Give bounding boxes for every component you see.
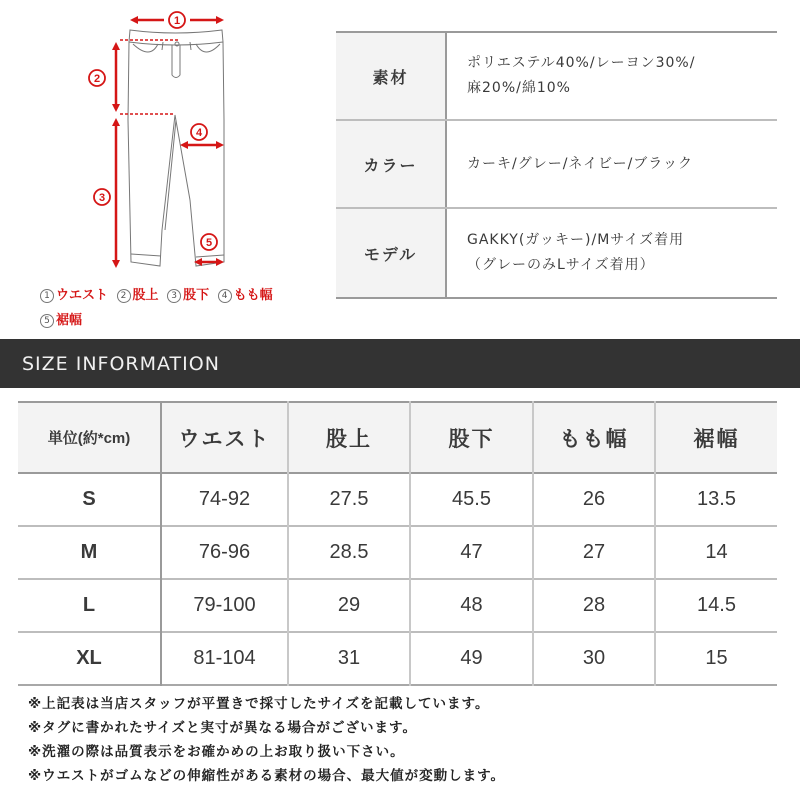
size-information-header [0, 339, 800, 388]
header-inseam: 股下 [410, 402, 533, 473]
legend-item-inseam: 3 股下 [167, 283, 209, 308]
measurement-legend [40, 283, 320, 333]
cell-inseam: 48 [410, 579, 533, 632]
product-info-table [336, 31, 777, 299]
cell-hem: 14 [655, 526, 777, 579]
size-table [18, 401, 777, 686]
cell-hem: 13.5 [655, 473, 777, 526]
svg-text:3: 3 [98, 192, 106, 204]
svg-text:1: 1 [173, 15, 181, 27]
note-line: ※洗濯の際は品質表示をお確かめの上お取り扱い下さい。 [28, 744, 405, 760]
note-line: ※上記表は当店スタッフが平置きで採寸したサイズを記載しています。 [28, 696, 490, 712]
note-line: ※ウエストがゴムなどの伸縮性がある素材の場合、最大値が変動します。 [28, 768, 506, 784]
header-thigh: もも幅 [533, 402, 655, 473]
cell-waist: 79-100 [161, 579, 288, 632]
cell-thigh: 27 [533, 526, 655, 579]
cell-waist: 74-92 [161, 473, 288, 526]
header-rise: 股上 [288, 402, 410, 473]
legend-item-waist: 1 ウエスト [40, 283, 108, 308]
table-row [18, 579, 777, 632]
info-label: モデル [336, 209, 447, 297]
svg-text:5: 5 [205, 237, 213, 249]
cell-rise: 29 [288, 579, 410, 632]
svg-text:4: 4 [195, 127, 203, 139]
cell-hem: 14.5 [655, 579, 777, 632]
info-value: カーキ/グレー/ネイビー/ブラック [467, 155, 694, 172]
size-label: L [82, 594, 96, 616]
header-unit: 単位(約*cm) [47, 430, 131, 447]
cell-rise: 28.5 [288, 526, 410, 579]
cell-inseam: 49 [410, 632, 533, 685]
cell-inseam: 47 [410, 526, 533, 579]
section-title: SIZE INFORMATION [22, 352, 220, 375]
table-row [18, 526, 777, 579]
info-row-color [336, 121, 777, 209]
cell-waist: 76-96 [161, 526, 288, 579]
cell-hem: 15 [655, 632, 777, 685]
header-hem: 裾幅 [655, 402, 777, 473]
cell-rise: 31 [288, 632, 410, 685]
cell-inseam: 45.5 [410, 473, 533, 526]
legend-item-thigh: 4 もも幅 [218, 283, 273, 308]
pants-measurement-diagram [0, 0, 330, 330]
info-label: カラー [336, 121, 447, 207]
info-row-material [336, 33, 777, 121]
table-row [18, 473, 777, 526]
note-line: ※タグに書かれたサイズと実寸が異なる場合がございます。 [28, 720, 417, 736]
info-label: 素材 [336, 33, 447, 119]
legend-item-hem: 5 裾幅 [40, 308, 82, 333]
notes [28, 692, 788, 788]
info-value: ポリエステル40%/レーヨン30%/ 麻20%/綿10% [467, 55, 696, 96]
cell-thigh: 30 [533, 632, 655, 685]
cell-rise: 27.5 [288, 473, 410, 526]
table-row [18, 632, 777, 685]
size-table-header-row [18, 402, 777, 473]
size-label: M [80, 541, 98, 563]
info-row-model [336, 209, 777, 299]
pants-illustration-icon [0, 0, 330, 280]
info-value: GAKKY(ガッキー)/Mサイズ着用 （グレーのみLサイズ着用） [467, 232, 685, 273]
size-label: XL [76, 647, 102, 669]
cell-waist: 81-104 [161, 632, 288, 685]
legend-item-rise: 2 股上 [117, 283, 159, 308]
cell-thigh: 28 [533, 579, 655, 632]
svg-text:2: 2 [93, 73, 101, 85]
header-waist: ウエスト [161, 402, 288, 473]
cell-thigh: 26 [533, 473, 655, 526]
size-label: S [82, 488, 96, 510]
